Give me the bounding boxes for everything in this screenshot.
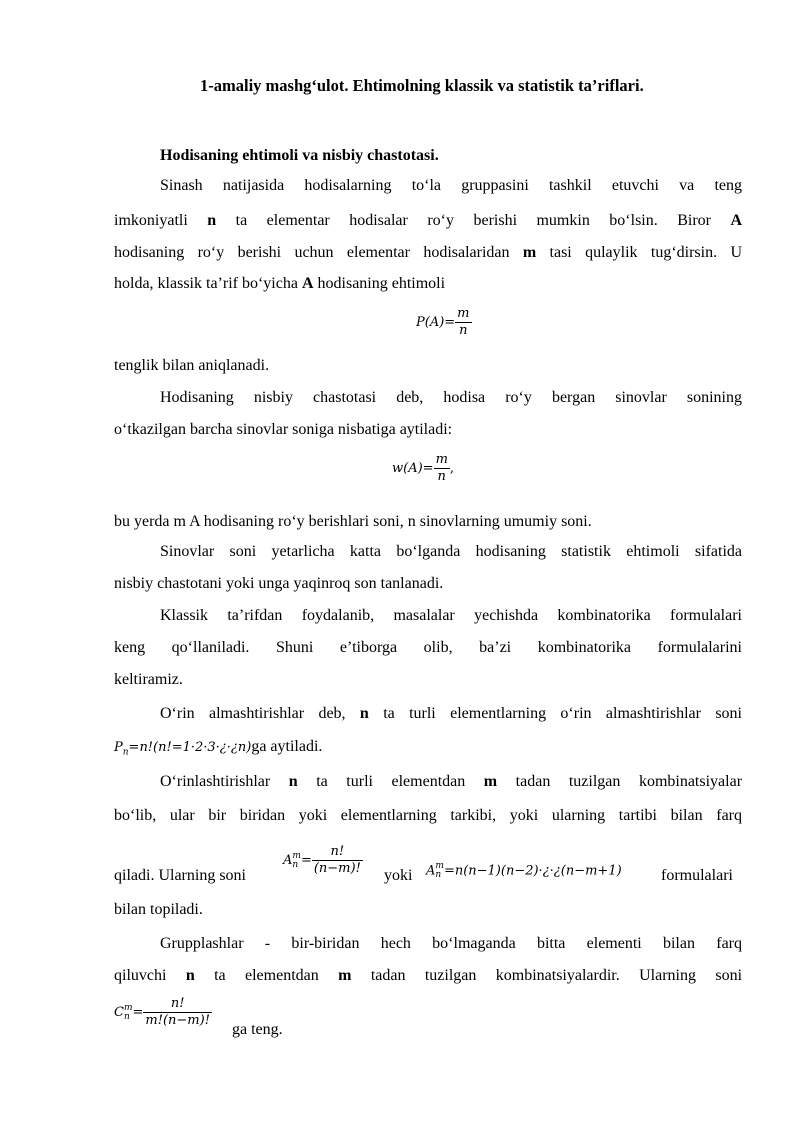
- paragraph-line: O‘rin almashtirishlar deb, n ta turli elementlarning o‘rin almashtirishlar soni: [160, 705, 743, 722]
- paragraph-line: tenglik bilan aniqlanadi.: [114, 357, 270, 374]
- classic-probability-formula: P(A)= $\frac{m}{n}$: [416, 306, 470, 338]
- arrangement-formula-factorial: A m n = $\frac{n!}{(n-m)!}$: [283, 844, 361, 876]
- relative-frequency-formula: w(A)= $\frac{m}{n}$ ,: [392, 452, 455, 484]
- page-title: 1-amaliy mashg‘ulot. Ehtimolning klassik va statistik ta’riflari.: [200, 76, 644, 95]
- paragraph-line: hodisaning ro‘y berishi uchun elementar hodisalaridan m tasi qulaylik tug‘dirsin. U: [114, 244, 742, 261]
- paragraph-line: keltiramiz.: [114, 671, 183, 688]
- paragraph-line: Sinovlar soni yetarlicha katta bo‘lganda hodisaning statistik ehtimoli sifatida: [160, 543, 742, 560]
- paragraph-line: O‘rinlashtirishlar n ta turli elementdan m tadan tuzilgan kombinatsiyalar: [160, 773, 743, 790]
- paragraph-line: Hodisaning nisbiy chastotasi deb, hodisa ro‘y bergan sinovlar sonining: [160, 389, 742, 406]
- paragraph-line: Sinash natijasida hodisalarning to‘la gruppasini tashkil etuvchi va teng: [160, 177, 742, 194]
- paragraph-line: bo‘lib, ular bir biridan yoki elementlarning tarkibi, yoki ularning tartibi bilan farq: [114, 807, 742, 824]
- paragraph-line: Grupplashlar - bir-biridan hech bo‘lmaganda bitta elementi bilan farq: [160, 935, 742, 952]
- paragraph-line: o‘tkazilgan barcha sinovlar soniga nisbatiga aytiladi:: [114, 421, 453, 438]
- paragraph-word: ga teng.: [232, 1021, 283, 1038]
- permutation-formula: $P_n=n!(n!=1\cdot 2\cdot 3\cdot¿\cdot¿n)$: [114, 740, 252, 758]
- paragraph-line: qiluvchi n ta elementdan m tadan tuzilgan kombinatsiyalardir. Ularning soni: [114, 967, 743, 984]
- paragraph-line: bu yerda m A hodisaning ro‘y berishlari soni, n sinovlarning umumiy soni.: [114, 513, 592, 530]
- combination-formula: C m n = $\frac{n!}{m!(n-m)!}$: [114, 996, 210, 1028]
- paragraph-line: holda, klassik ta’rif bo‘yicha A hodisaning ehtimoli: [114, 275, 446, 292]
- paragraph-line: qiladi. Ularning soni: [114, 867, 246, 884]
- paragraph-line: bilan topiladi.: [114, 901, 203, 918]
- paragraph-line: $P_n=n!(n!=1\cdot 2\cdot 3\cdot¿\cdot¿n)ga$ aytiladi.: [114, 738, 323, 758]
- paragraph-word: yoki: [384, 867, 413, 884]
- paragraph-line: imkoniyatli n ta elementar hodisalar ro‘y berishi mumkin bo‘lsin. Biror A: [114, 212, 743, 229]
- paragraph-line: nisbiy chastotani yoki unga yaqinroq son tanlanadi.: [114, 575, 444, 592]
- paragraph-word: formulalari: [661, 867, 733, 884]
- arrangement-formula-product: A m n =n(n−1)(n−2)·¿·¿(n−m+1): [426, 861, 622, 880]
- section-heading: Hodisaning ehtimoli va nisbiy chastotasi.: [160, 147, 439, 164]
- paragraph-line: keng qo‘llaniladi. Shuni e’tiborga olib, ba’zi kombinatorika formulalarini: [114, 639, 742, 656]
- paragraph-line: Klassik ta’rifdan foydalanib, masalalar yechishda kombinatorika formulalari: [160, 607, 742, 624]
